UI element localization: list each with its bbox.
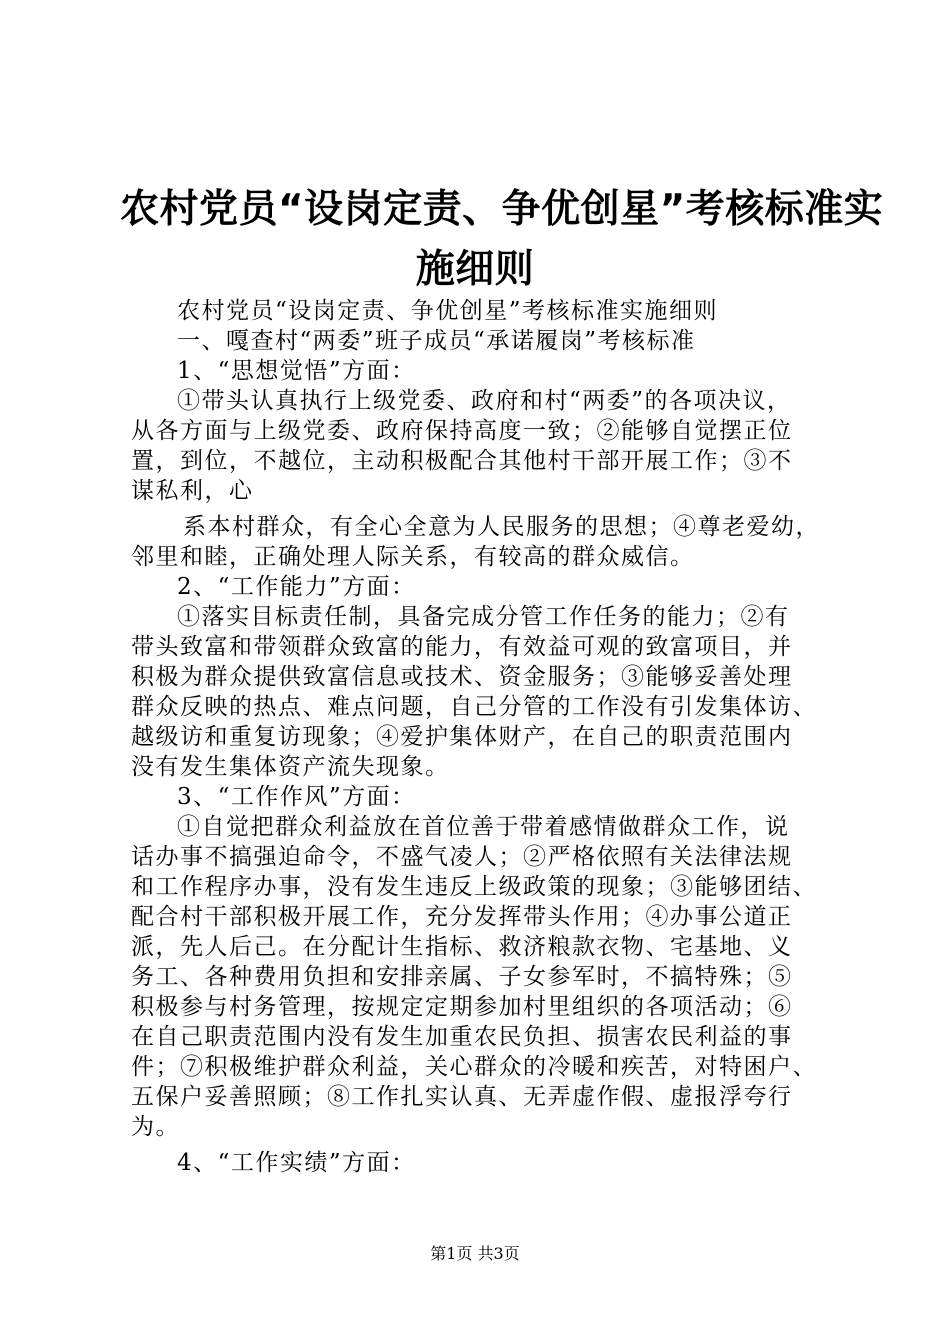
- document-body: [131, 296, 831, 1178]
- body-line: 和工作程序办事，没有发生违反上级政策的现象；③能够团结、: [131, 874, 817, 900]
- document-title-line-2: 施细则: [415, 247, 535, 292]
- body-line: 越级访和重复访现象；④爱护集体财产，在自己的职责范围内: [131, 724, 793, 750]
- body-line: 件；⑦积极维护群众利益，关心群众的冷暖和疾苦，对特困户、: [131, 1054, 817, 1080]
- body-line: 积极参与村务管理，按规定定期参加村里组织的各项活动；⑥: [131, 994, 793, 1020]
- body-line: 五保户妥善照顾；⑧工作扎实认真、无弄虚作假、虚报浮夸行: [131, 1084, 793, 1110]
- body-line: 派，先人后己。在分配计生指标、救济粮款衣物、宅基地、义: [131, 934, 793, 960]
- body-line: 谋私利，心: [131, 478, 254, 504]
- body-line: 2、“工作能力”方面：: [177, 574, 416, 600]
- body-line: 3、“工作作风”方面：: [177, 784, 416, 810]
- body-line: ①落实目标责任制，具备完成分管工作任务的能力；②有: [177, 604, 790, 630]
- body-line: 在自己职责范围内没有发生加重农民负担、损害农民利益的事: [131, 1024, 793, 1050]
- body-line: 置，到位，不越位，主动积极配合其他村干部开展工作；③不: [131, 448, 793, 474]
- body-line: 为。: [131, 1114, 180, 1140]
- body-line: 邻里和睦，正确处理人际关系，有较高的群众威信。: [131, 544, 695, 570]
- body-line: 务工、各种费用负担和安排亲属、子女参军时，不搞特殊；⑤: [131, 964, 793, 990]
- body-line: 带头致富和带领群众致富的能力，有效益可观的致富项目，并: [131, 634, 793, 660]
- body-line: 1、“思想觉悟”方面：: [177, 358, 416, 384]
- body-line: 农村党员“设岗定责、争优创星”考核标准实施细则: [177, 298, 719, 324]
- body-line: ①自觉把群众利益放在首位善于带着感情做群众工作，说: [177, 814, 790, 840]
- body-line: 从各方面与上级党委、政府保持高度一致；②能够自觉摆正位: [131, 418, 793, 444]
- body-line: 没有发生集体资产流失现象。: [131, 754, 450, 780]
- body-line: ①带头认真执行上级党委、政府和村“两委”的各项决议，: [177, 388, 792, 414]
- body-line: 群众反映的热点、难点问题，自己分管的工作没有引发集体访、: [131, 694, 817, 720]
- body-line: 话办事不搞强迫命令，不盛气凌人；②严格依照有关法律法规: [131, 844, 793, 870]
- body-line: 积极为群众提供致富信息或技术、资金服务；③能够妥善处理: [131, 664, 793, 690]
- body-line: 配合村干部积极开展工作，充分发挥带头作用；④办事公道正: [131, 904, 793, 930]
- body-line: 一、嘎查村“两委”班子成员“承诺履岗”考核标准: [177, 328, 696, 354]
- body-line: 系本村群众，有全心全意为人民服务的思想；④尊老爱幼，: [183, 514, 820, 540]
- document-title-line-1: 农村党员“设岗定责、争优创星”考核标准实: [120, 187, 884, 232]
- page-footer: 第1页 共3页: [430, 1244, 520, 1263]
- body-line: 4、“工作实绩”方面：: [177, 1150, 416, 1176]
